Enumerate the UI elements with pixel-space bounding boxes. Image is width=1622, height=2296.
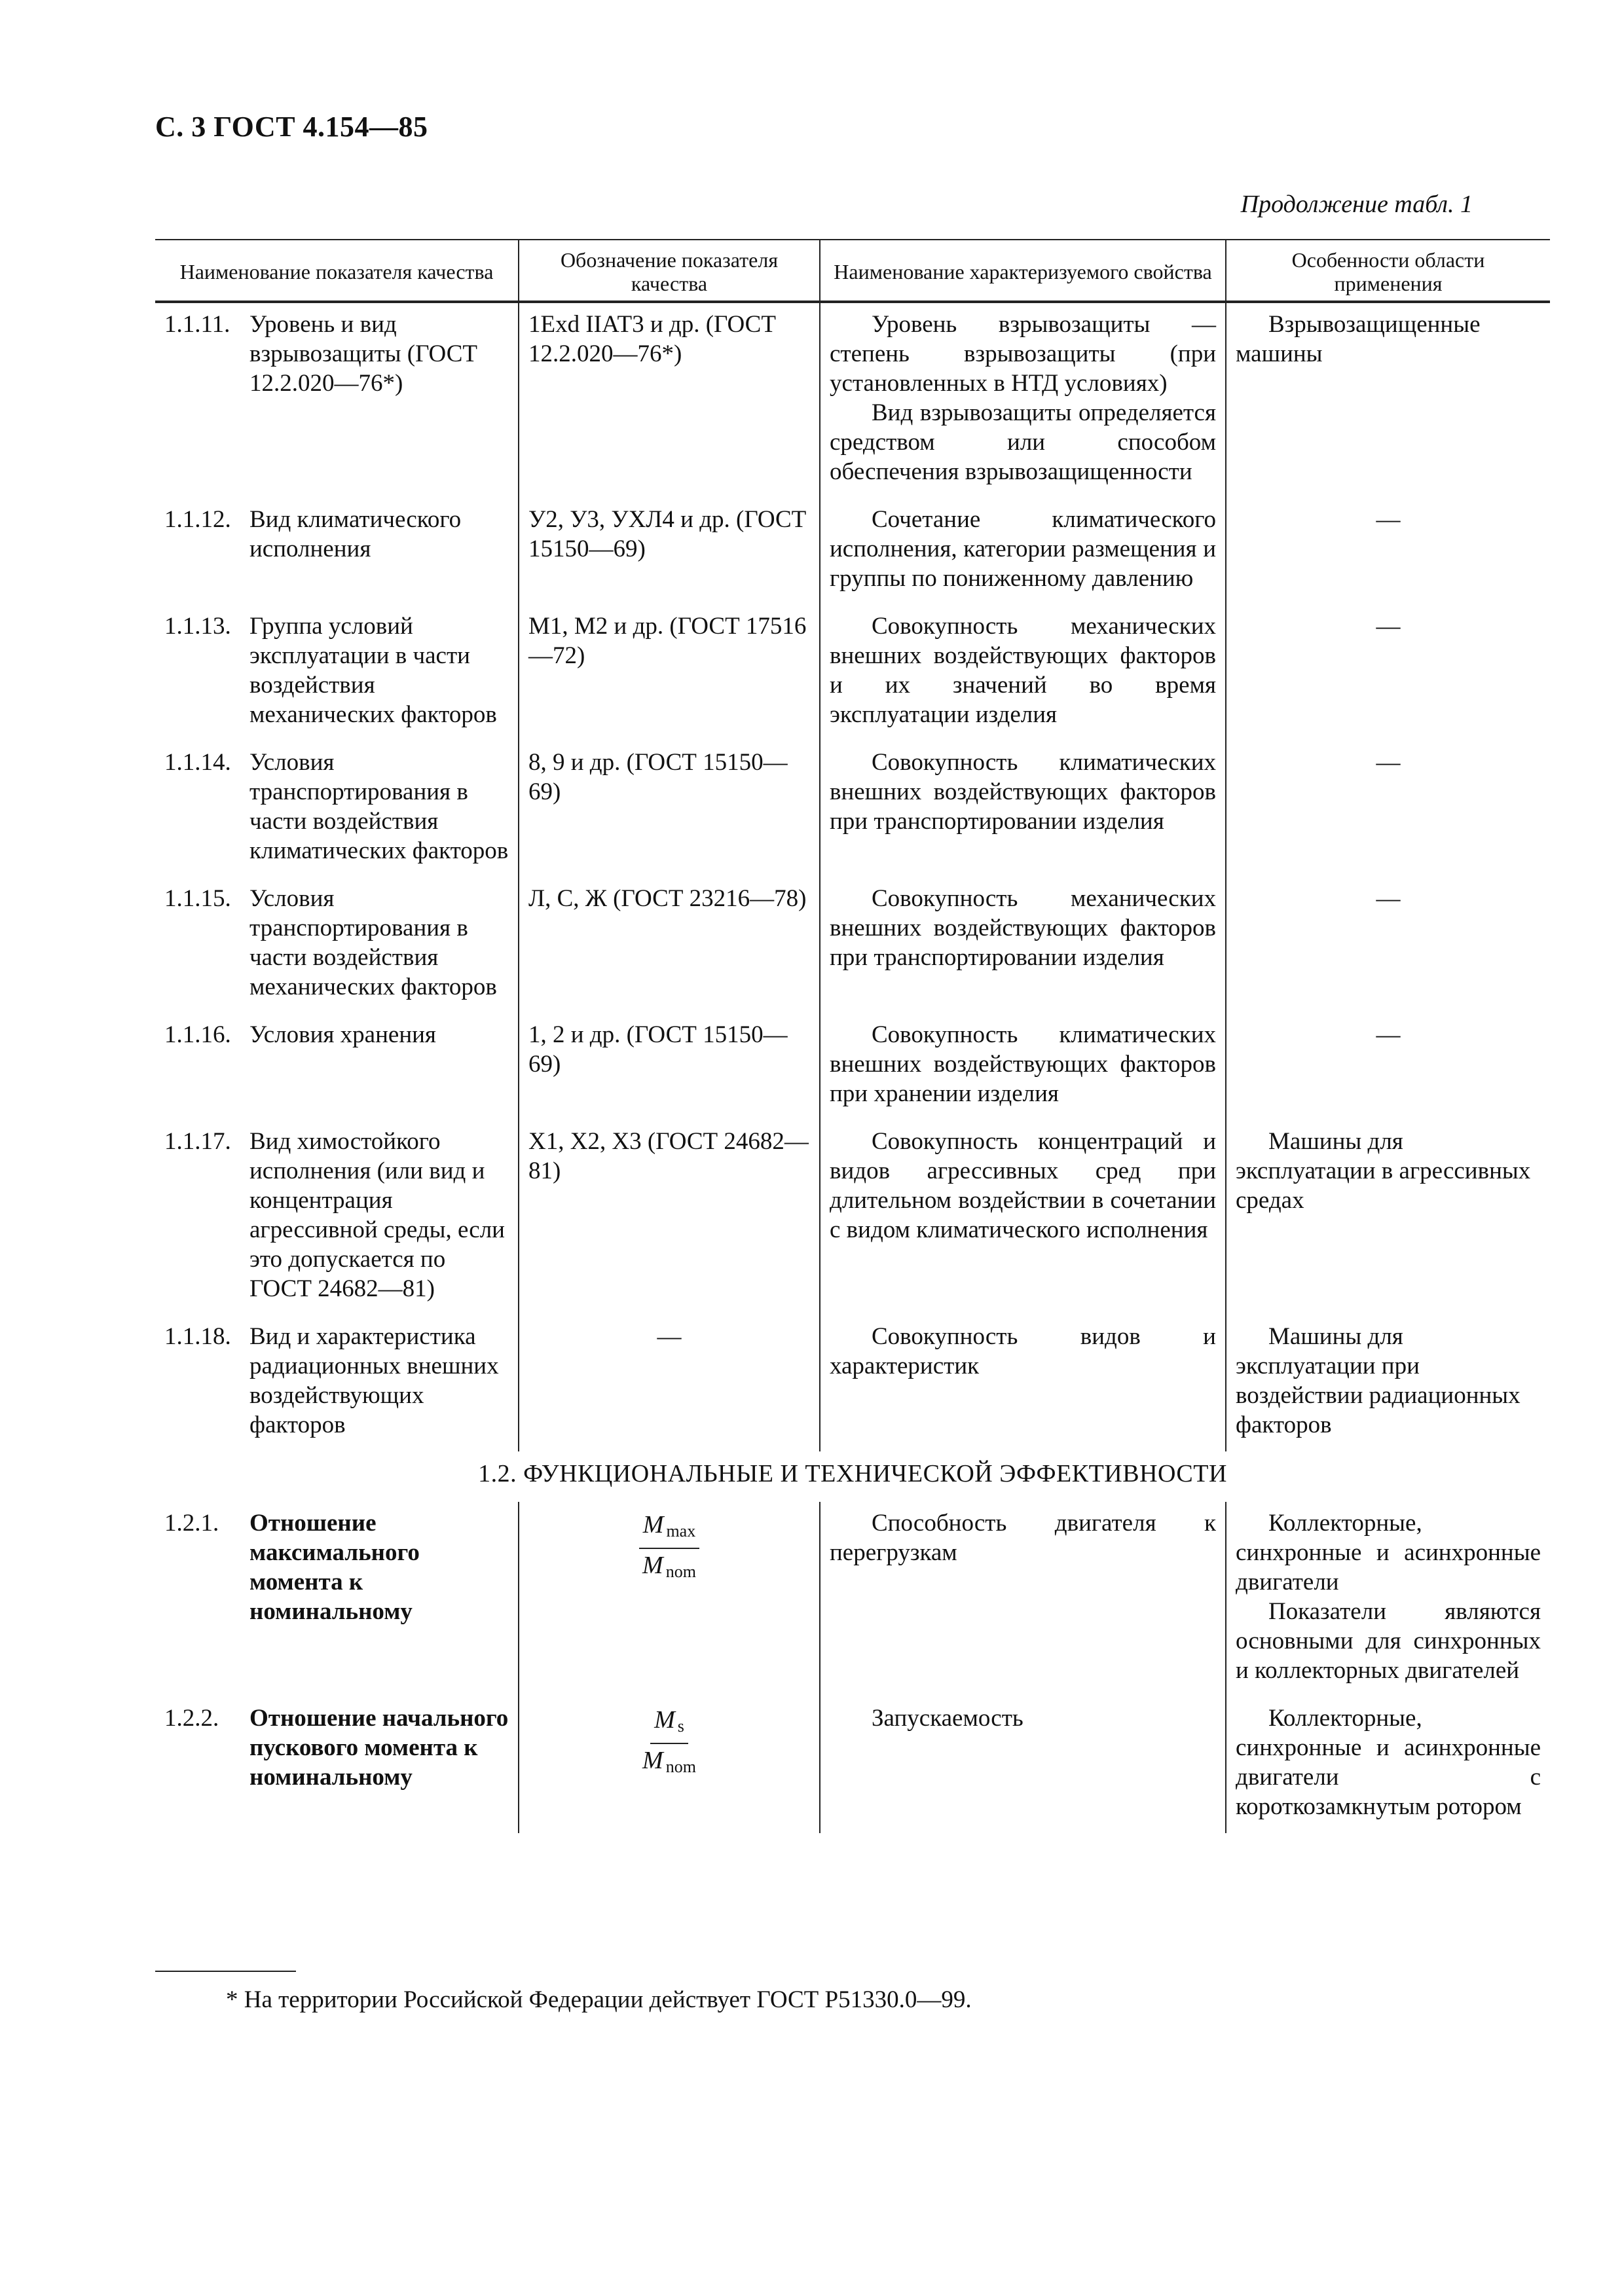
application-text: — — [1226, 877, 1550, 1013]
formula-denominator-subscript: nom — [665, 1757, 696, 1776]
section-heading-row — [155, 1451, 1550, 1502]
property-text: Вид взрывозащиты определяется средством или способом обеспечения взрывозащищенности — [830, 399, 1216, 485]
property-text: Уровень взрывозащиты — степень взрывозащиты (при установленных в НТД условиях) — [830, 311, 1216, 397]
designation: У2, У3, УХЛ4 и др. (ГОСТ 15150—69) — [519, 498, 820, 605]
ratio-formula — [638, 1706, 700, 1781]
row-number: 1.1.18. — [164, 1323, 231, 1350]
row-number: 1.1.11. — [164, 311, 230, 338]
formula-denominator-symbol: M — [642, 1747, 663, 1774]
row-number: 1.1.15. — [164, 885, 231, 912]
row-number: 1.1.12. — [164, 506, 231, 533]
footnote: * На территории Российской Федерации действует ГОСТ Р51330.0—99. — [226, 1986, 972, 2013]
property-text: Совокупность концентраций и видов агрессивных сред при длительном воздействии в сочетании с видом климатического исполнения — [830, 1128, 1216, 1243]
formula-numerator-symbol: M — [654, 1706, 675, 1734]
indicator-name: Условия транспортирования в части воздействия климатических факторов — [249, 749, 509, 864]
row-number: 1.2.1. — [164, 1510, 219, 1537]
designation: 8, 9 и др. (ГОСТ 15150—69) — [519, 741, 820, 877]
formula-numerator-symbol: M — [642, 1511, 664, 1539]
table-row — [155, 1120, 1550, 1315]
property-text: Совокупность механических внешних воздействующих факторов при транспортировании изделия — [830, 885, 1216, 971]
table-header-row — [155, 240, 1550, 302]
table-row — [155, 1315, 1550, 1451]
row-number: 1.1.16. — [164, 1021, 231, 1048]
application-text: Коллекторные, синхронные и асинхронные двигатели с короткозамкнутым ротором — [1236, 1705, 1541, 1820]
indicator-name: Вид и характеристика радиационных внешних воздействующих факторов — [249, 1323, 499, 1438]
column-header-indicator-name: Наименование показателя качества — [155, 240, 519, 302]
column-header-application: Особенности области применения — [1226, 240, 1550, 302]
section-heading: 1.2. ФУНКЦИОНАЛЬНЫЕ И ТЕХНИЧЕСКОЙ ЭФФЕКТИВНОСТИ — [478, 1460, 1227, 1487]
table-row — [155, 1502, 1550, 1697]
table-row — [155, 877, 1550, 1013]
property-text: Совокупность климатических внешних воздействующих факторов при транспортировании изделия — [830, 749, 1216, 835]
table-row — [155, 302, 1550, 498]
property-text: Способность двигателя к перегрузкам — [830, 1510, 1216, 1566]
designation: Х1, Х2, Х3 (ГОСТ 24682—81) — [519, 1120, 820, 1315]
indicator-name: Группа условий эксплуатации в части воздействия механических факторов — [249, 613, 497, 728]
table-row — [155, 1697, 1550, 1833]
application-text: Взрывозащищенные машины — [1236, 311, 1481, 367]
designation: — — [519, 1315, 820, 1451]
indicator-name: Условия хранения — [249, 1021, 436, 1048]
property-text: Совокупность видов и характеристик — [830, 1323, 1216, 1379]
formula-denominator-subscript: nom — [665, 1562, 696, 1581]
column-header-property: Наименование характеризуемого свойства — [820, 240, 1226, 302]
indicator-name: Вид климатического исполнения — [249, 506, 462, 562]
table-row — [155, 498, 1550, 605]
table-row — [155, 741, 1550, 877]
designation: М1, М2 и др. (ГОСТ 17516—72) — [519, 605, 820, 741]
property-text: Совокупность механических внешних воздействующих факторов и их значений во время эксплуатации изделия — [830, 613, 1216, 728]
indicator-name: Уровень и вид взрывозащиты (ГОСТ 12.2.020—76*) — [249, 311, 478, 397]
application-text: Машины для эксплуатации при воздействии радиационных факторов — [1236, 1323, 1521, 1438]
designation: Л, С, Ж (ГОСТ 23216—78) — [519, 877, 820, 1013]
indicator-name: Вид химостойкого исполнения (или вид и концентрация агрессивной среды, если это допускается по ГОСТ 24682—81) — [249, 1128, 505, 1302]
application-text: Машины для эксплуатации в агрессивных средах — [1236, 1128, 1531, 1214]
footnote-divider — [155, 1971, 296, 1972]
designation: 1Exd IIАТ3 и др. (ГОСТ 12.2.020—76*) — [519, 302, 820, 498]
page-header: С. 3 ГОСТ 4.154—85 — [155, 111, 428, 143]
application-text: — — [1226, 498, 1550, 605]
property-text: Запускаемость — [872, 1705, 1023, 1732]
application-text: Коллекторные, синхронные и асинхронные двигатели — [1236, 1510, 1541, 1595]
application-text: — — [1226, 1013, 1550, 1120]
quality-indicators-table — [155, 239, 1550, 1833]
indicator-name: Отношение максимального момента к номинальному — [249, 1510, 420, 1625]
table-row — [155, 605, 1550, 741]
row-number: 1.1.17. — [164, 1128, 231, 1155]
row-number: 1.1.13. — [164, 613, 231, 640]
table-continuation-label: Продолжение табл. 1 — [1240, 191, 1473, 218]
row-number: 1.2.2. — [164, 1705, 219, 1732]
ratio-formula — [638, 1511, 700, 1586]
property-text: Совокупность климатических внешних воздействующих факторов при хранении изделия — [830, 1021, 1216, 1107]
application-text: — — [1226, 741, 1550, 877]
column-header-designation: Обозначение показателя качества — [519, 240, 820, 302]
table-row — [155, 1013, 1550, 1120]
row-number: 1.1.14. — [164, 749, 231, 776]
formula-numerator-subscript: max — [666, 1522, 696, 1540]
application-text: Показатели являются основными для синхронных и коллекторных двигателей — [1236, 1598, 1541, 1684]
formula-denominator-symbol: M — [642, 1552, 663, 1579]
designation: 1, 2 и др. (ГОСТ 15150—69) — [519, 1013, 820, 1120]
property-text: Сочетание климатического исполнения, категории размещения и группы по пониженному давлению — [830, 506, 1216, 592]
application-text: — — [1226, 605, 1550, 741]
formula-numerator-subscript: s — [677, 1717, 684, 1736]
indicator-name: Условия транспортирования в части воздействия механических факторов — [249, 885, 497, 1000]
indicator-name: Отношение начального пускового момента к номинальному — [249, 1705, 509, 1791]
